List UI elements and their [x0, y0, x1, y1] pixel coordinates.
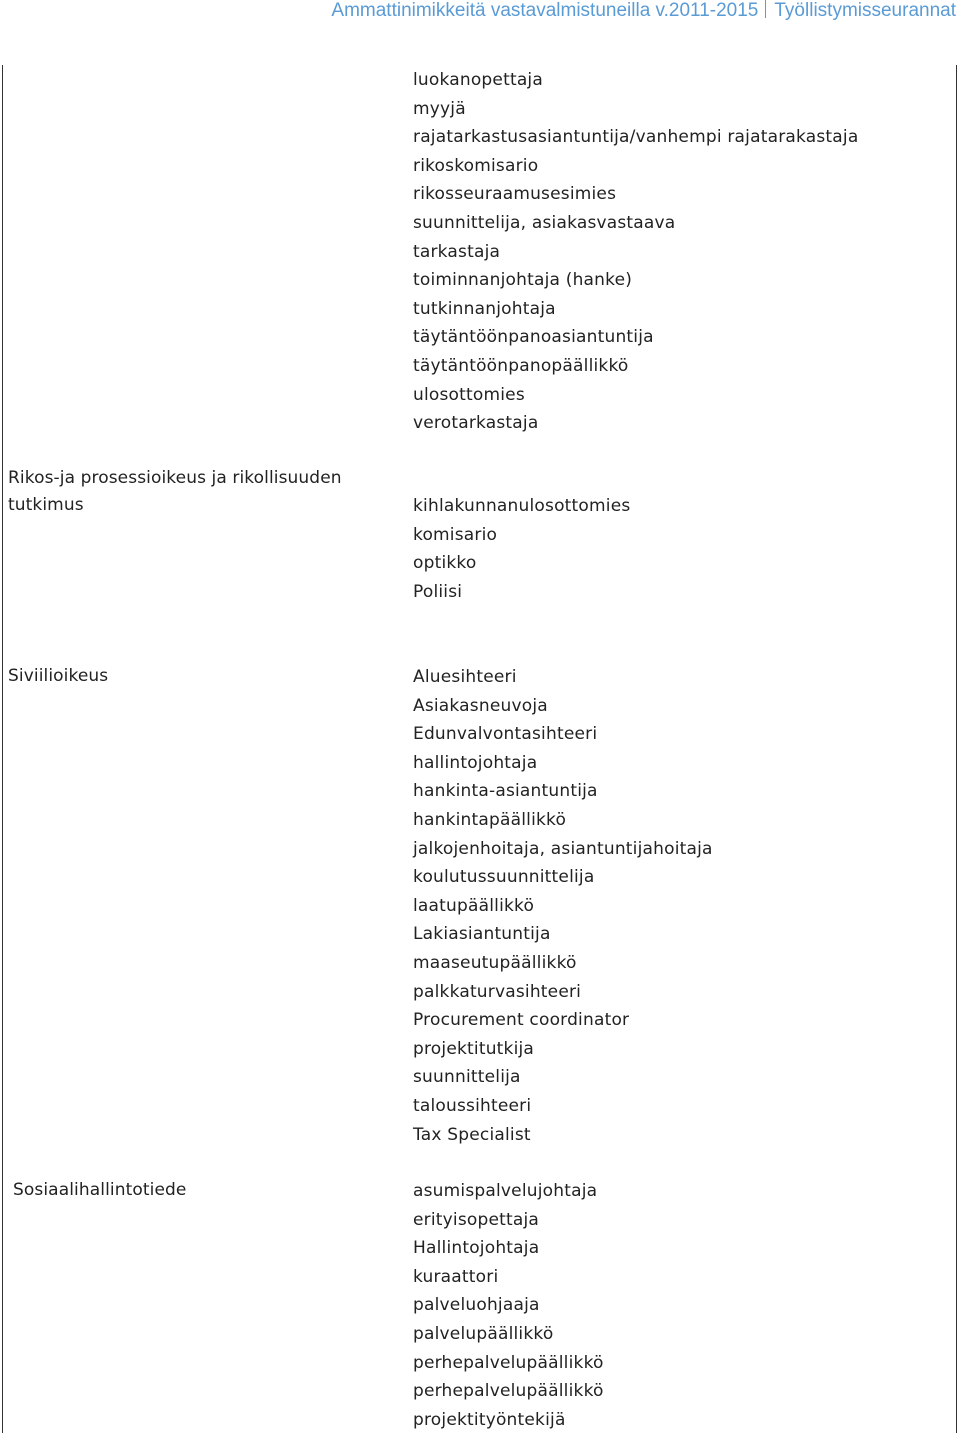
list-item: Aluesihteeri	[413, 667, 517, 687]
list-item: projektitutkija	[413, 1038, 535, 1059]
list-item: koulutussuunnittelija	[413, 867, 595, 888]
list-item: perhepalvelupäällikkö	[413, 1381, 604, 1402]
list-item: kihlakunnanulosottomies	[413, 496, 631, 516]
list-item: projektityöntekijä	[413, 1409, 566, 1430]
list-item: hallintojohtaja	[413, 752, 538, 773]
job-title-list	[413, 66, 858, 438]
list-item: erityisopettaja	[413, 1209, 540, 1230]
list-item: tarkastaja	[413, 241, 501, 262]
list-item: rajatarkastusasiantuntija/vanhempi rajatarakastaja	[413, 127, 859, 148]
list-item: palveluohjaaja	[413, 1295, 540, 1316]
list-item: ulosottomies	[413, 384, 525, 405]
job-title-list	[413, 492, 630, 606]
list-item: laatupäällikkö	[413, 895, 535, 916]
list-item: Procurement coordinator	[413, 1010, 630, 1031]
list-item: Asiakasneuvoja	[413, 695, 548, 716]
list-item: tutkinnanjohtaja	[413, 298, 556, 319]
header-section: Työllistymisseurannat	[774, 0, 956, 21]
header-title: Ammattinimikkeitä vastavalmistuneilla v.2011-2015	[331, 0, 759, 21]
list-item: taloussihteeri	[413, 1095, 532, 1116]
list-item: Hallintojohtaja	[413, 1238, 540, 1259]
list-item: suunnittelija	[413, 1067, 521, 1088]
job-title-list	[413, 1177, 604, 1434]
list-item: suunnittelija, asiakasvastaava	[413, 212, 676, 233]
list-item: jalkojenhoitaja, asiantuntijahoitaja	[413, 838, 713, 859]
list-item: komisario	[413, 524, 498, 545]
list-item: toiminnanjohtaja (hanke)	[413, 270, 633, 291]
category-label: Sosiaalihallintotiede	[13, 1180, 187, 1200]
list-item: täytäntöönpanoasiantuntija	[413, 327, 654, 348]
list-item: optikko	[413, 553, 477, 574]
list-item: rikoskomisario	[413, 155, 539, 176]
list-item: palvelupäällikkö	[413, 1323, 554, 1344]
list-item: Lakiasiantuntija	[413, 924, 551, 945]
list-item: hankinta-asiantuntija	[413, 781, 598, 802]
list-item: perhepalvelupäällikkö	[413, 1352, 604, 1373]
list-item: täytäntöönpanopäällikkö	[413, 355, 629, 376]
list-item: maaseutupäällikkö	[413, 952, 577, 973]
category-label: Siviilioikeus	[8, 666, 109, 686]
list-item: Tax Specialist	[413, 1124, 531, 1145]
page-header	[331, 0, 956, 22]
list-item: asumispalvelujohtaja	[413, 1181, 598, 1201]
table-right-border	[956, 65, 957, 1433]
list-item: kuraattori	[413, 1266, 499, 1287]
list-item: verotarkastaja	[413, 413, 539, 434]
list-item: myyjä	[413, 98, 466, 119]
job-title-list	[413, 663, 713, 1149]
list-item: palkkaturvasihteeri	[413, 981, 582, 1002]
table-left-border	[2, 65, 3, 1433]
category-label: Rikos-ja prosessioikeus ja rikollisuuden tutkimus	[8, 468, 342, 515]
header-separator	[765, 0, 766, 18]
list-item: rikosseuraamusesimies	[413, 184, 617, 205]
list-item: Poliisi	[413, 581, 463, 602]
list-item: luokanopettaja	[413, 70, 543, 90]
list-item: Edunvalvontasihteeri	[413, 724, 598, 745]
list-item: hankintapäällikkö	[413, 809, 567, 830]
